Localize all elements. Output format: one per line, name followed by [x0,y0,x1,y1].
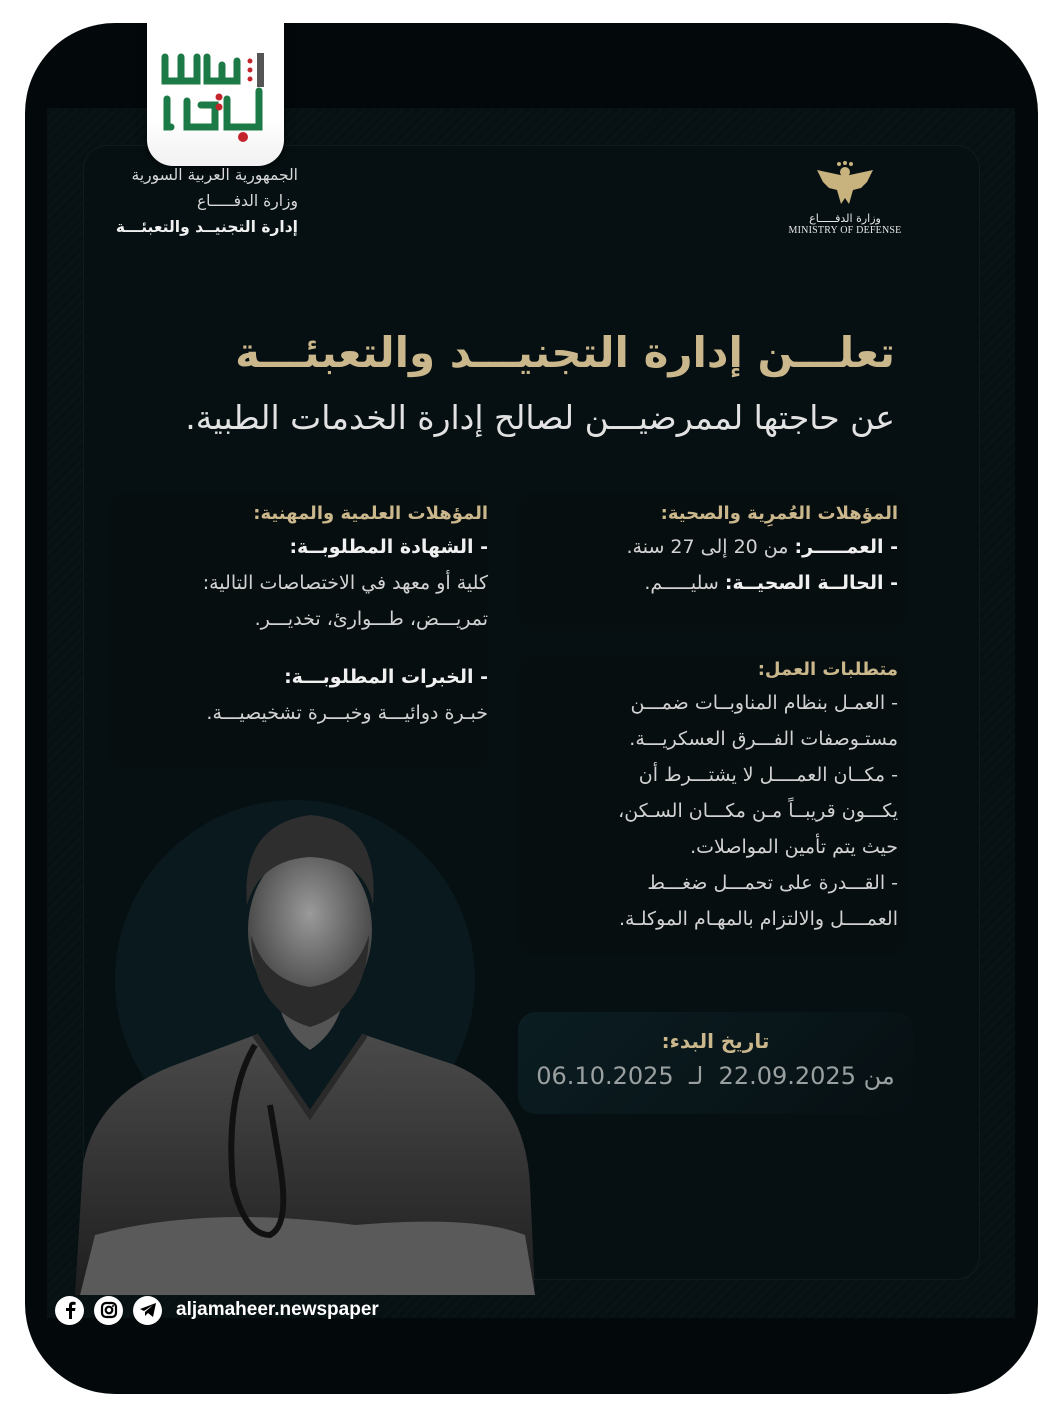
to-word: لـ [688,1062,704,1090]
work-line: - العمـل بنظام المناوبــات ضمـــن [630,692,898,714]
telegram-icon[interactable] [133,1296,162,1325]
aljamaheer-logo [147,23,284,166]
ministry-name-ar: وزارة الدفـــــاع [809,212,881,225]
ministry-name-en: MINISTRY OF DEFENSE [788,225,902,236]
work-requirements-section [518,655,906,955]
experience-label: - الخبرات المطلوبـــة: [284,666,488,688]
work-line: العمــــل والالتزام بالمهـام الموكلـة. [618,908,898,930]
ministry-emblem [780,160,910,236]
crossed-arms [80,1217,535,1295]
start-date-range [518,1056,913,1096]
gov-country: الجمهورية العربية السورية [131,166,298,184]
announcement-headline: تعلـــن إدارة التجنيـــد والتعبئـــة [235,328,895,377]
from-word: من [863,1062,895,1090]
scientific-section [108,493,488,769]
work-line: - مكــان العمــــل لا يشتـــرط أن [638,764,898,786]
work-line: مستـوصفات الفـــرق العسكريـــة. [629,728,898,750]
social-handle[interactable]: aljamaheer.newspaper [176,1299,379,1320]
start-date-title: تاريخ البدء: [661,1029,770,1053]
instagram-icon[interactable] [94,1296,123,1325]
scientific-title: المؤهلات العلمية والمهنية: [253,503,488,524]
work-line: يكـــون قريبــاً مـن مكـــان السـكن، [618,800,898,822]
experience-value: خبـرة دوائيـــة وخبـــرة تشخيصيـــة. [206,702,488,724]
work-line: - القـــدرة على تحمـــل ضغـــط [647,872,898,894]
social-footer [55,1295,379,1325]
gov-department: إدارة التجنيــد والتعبئـــة [115,218,298,236]
work-line: حيث يتم تأمين المواصلات. [690,836,898,858]
age-health-section [518,493,906,631]
nurse-photo [55,765,555,1295]
certificate-line-2: تمريـــض، طـــوارئ، تخديـــر. [254,608,488,630]
from-date: 22.09.2025 [718,1062,856,1090]
eagle-icon [815,160,875,206]
logo-mark-icon [157,51,274,143]
health-row [518,565,898,601]
age-row [518,529,898,565]
to-date: 06.10.2025 [536,1062,674,1090]
age-label: - العمـــــر: [794,536,898,558]
announcement-subline: عن حاجتها لممرضيـــن لصالح إدارة الخدمات الطبية. [185,398,895,437]
age-health-title: المؤهلات العُمرِية والصحية: [660,503,898,524]
certificate-line-1: كلية أو معهد في الاختصاصات التالية: [202,572,488,594]
certificate-label: - الشهادة المطلوبــة: [289,536,488,558]
health-label: - الحالــة الصحيــة: [724,572,898,594]
start-date-section [518,1012,913,1114]
facebook-icon[interactable] [55,1296,84,1325]
age-value: من 20 إلى 27 سنة. [626,536,789,558]
gov-ministry: وزارة الدفـــــاع [196,192,298,210]
work-title: متطلبات العمل: [757,659,898,680]
government-header [108,162,298,240]
health-value: سليـــــم. [644,572,719,594]
